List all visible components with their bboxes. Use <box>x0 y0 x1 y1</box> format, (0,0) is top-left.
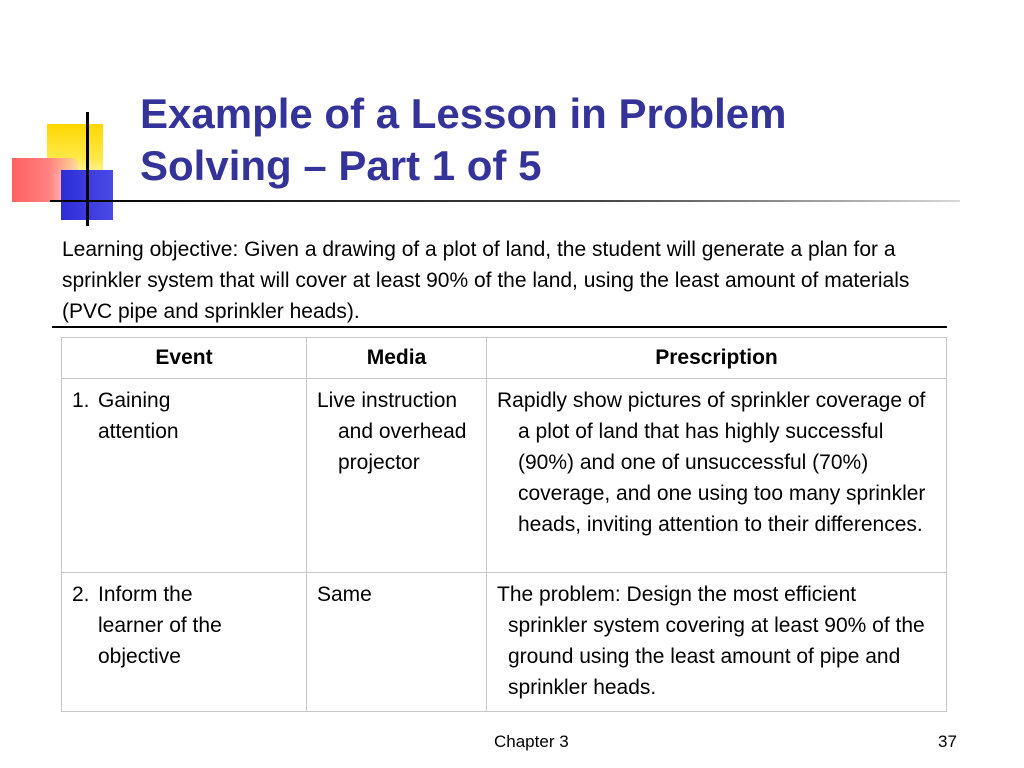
footer-page-number: 37 <box>938 732 957 751</box>
prescription-cell <box>487 379 947 573</box>
table-row <box>62 379 947 573</box>
header-event: Event <box>62 338 307 379</box>
decor-vertical-line <box>86 112 89 226</box>
event-text: Gaining attention <box>98 389 179 443</box>
prescription-cell <box>487 573 947 712</box>
prescription-text: The problem: Design the most efficient sprinkler system covering at least 90% of the ground using the least amount of pipe and sprinkler heads. <box>497 583 925 699</box>
media-text: Live instruction and overhead projector <box>317 389 467 474</box>
event-cell <box>62 573 307 712</box>
header-prescription: Prescription <box>487 338 947 379</box>
media-cell <box>307 573 487 712</box>
event-text: Inform the learner of the objective <box>98 583 222 668</box>
event-number: 1. <box>72 389 90 412</box>
learning-objective: Learning objective: Given a drawing of a plot of land, the student will generate a plan for a sprinkler system that will cover at least 90% of the land, using the least amount of materials (PVC pipe and sprinkler heads). <box>62 238 910 323</box>
media-cell <box>307 379 487 573</box>
media-text: Same <box>317 583 372 606</box>
prescription-text: Rapidly show pictures of sprinkler coverage of a plot of land that has highly successful (90%) and one of unsuccessful (70%) coverage, and one using too many sprinkler heads, inviting attention to their differences. <box>497 389 926 536</box>
event-number: 2. <box>72 583 90 606</box>
slide-title-line-2: Solving – Part 1 of 5 <box>140 142 542 189</box>
slide-title <box>140 88 940 192</box>
objective-divider <box>52 326 947 328</box>
lesson-table <box>61 337 947 712</box>
title-underline <box>50 200 960 202</box>
table-row <box>62 573 947 712</box>
header-media: Media <box>307 338 487 379</box>
table-header-row <box>62 338 947 379</box>
footer-chapter: Chapter 3 <box>494 732 569 751</box>
slide-title-line-1: Example of a Lesson in Problem <box>140 90 787 137</box>
event-cell <box>62 379 307 573</box>
